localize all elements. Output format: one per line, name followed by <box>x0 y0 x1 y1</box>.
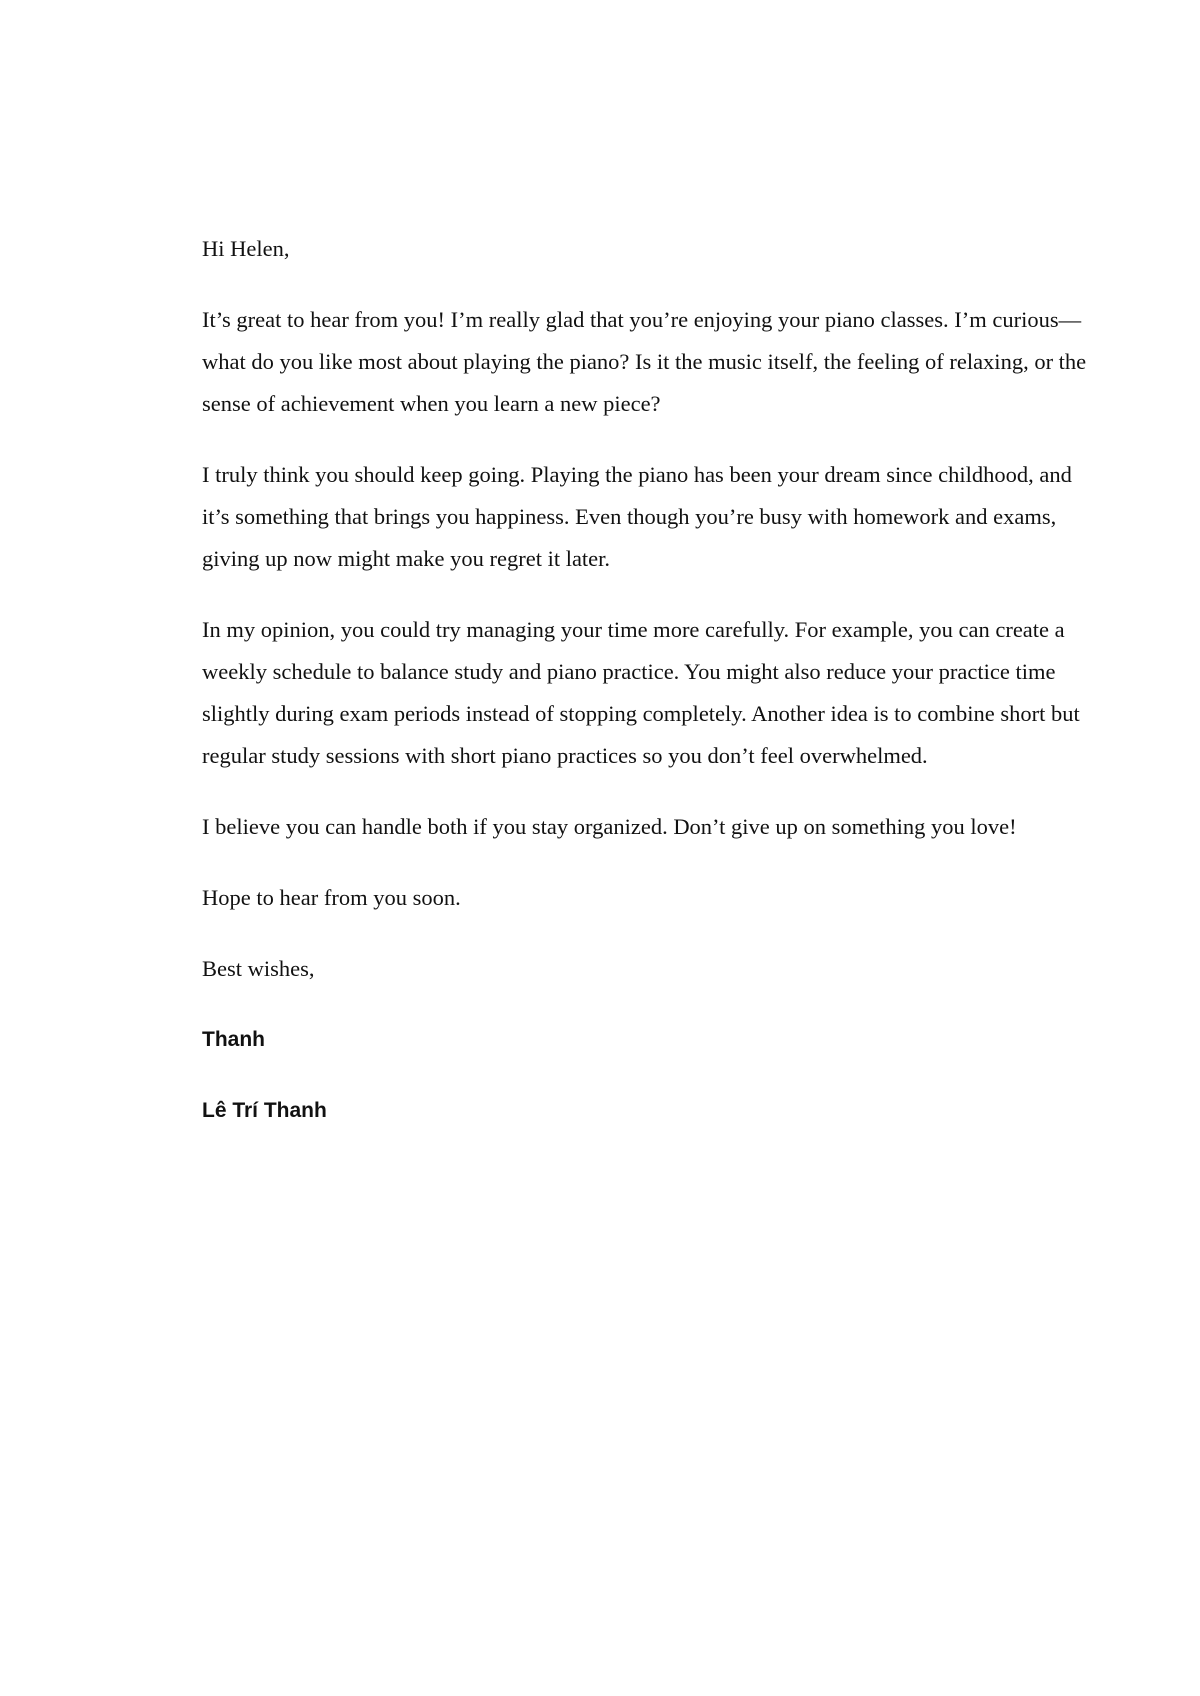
signature-full-name: Lê Trí Thanh <box>202 1099 327 1122</box>
paragraph-suggestions: In my opinion, you could try managing your time more carefully. For example, you can create a weekly schedule to balance study and piano practice. You might also reduce your practice time slightly during exam periods instead of stopping completely. Another idea is to combine short but regular study sessions with short piano practices so you don’t feel overwhelmed. <box>202 617 1080 768</box>
closing: Best wishes, <box>202 956 315 981</box>
paragraph-sign-off: Hope to hear from you soon. <box>202 885 461 910</box>
paragraph-advice: I truly think you should keep going. Playing the piano has been your dream since childhood, and it’s something that brings you happiness. Even though you’re busy with homework and exams, giving up now might make you regret it later. <box>202 462 1072 571</box>
paragraph-encouragement: I believe you can handle both if you stay organized. Don’t give up on something you love! <box>202 814 1017 839</box>
greeting: Hi Helen, <box>202 236 290 261</box>
paragraph-interest: It’s great to hear from you! I’m really glad that you’re enjoying your piano classes. I’m curious—what do you like most about playing the piano? Is it the music itself, the feeling of relaxing, or the sense of achievement when you learn a new piece? <box>202 307 1087 416</box>
letter-body <box>202 228 1102 1161</box>
signature-first-name: Thanh <box>202 1028 265 1051</box>
